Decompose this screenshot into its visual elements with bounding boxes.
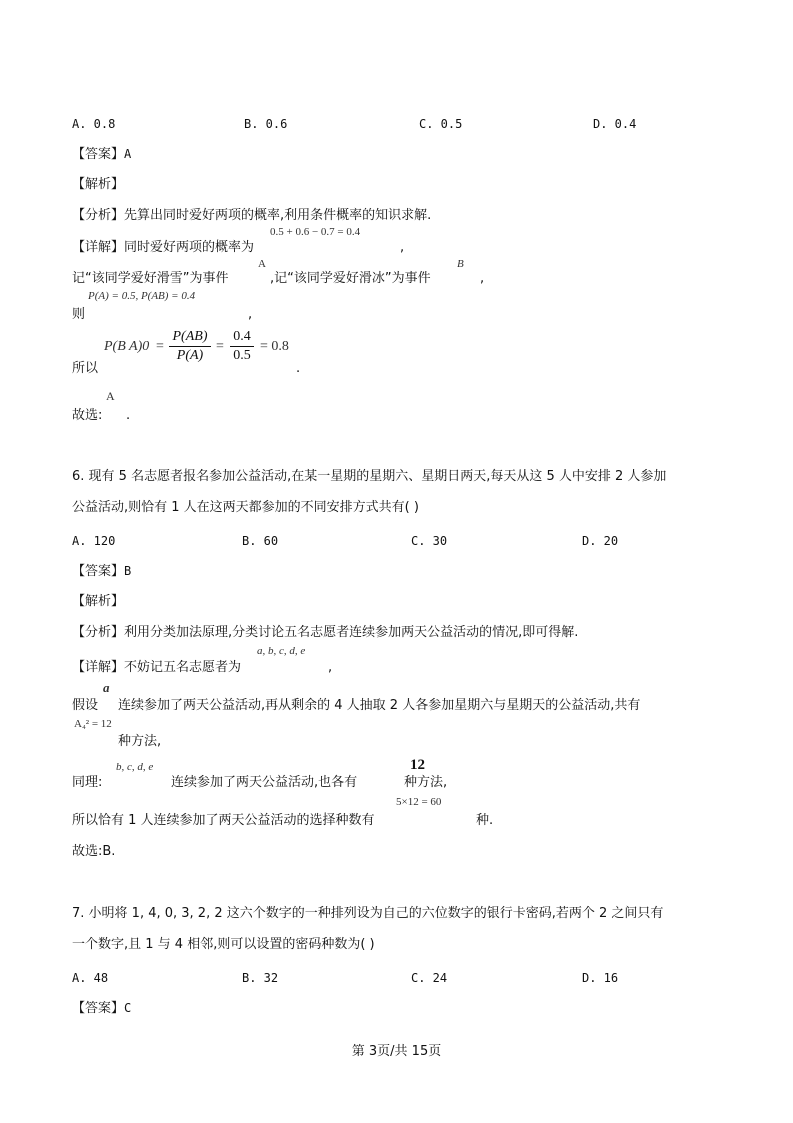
q6-suoyi-1: 所以恰有 1 人连续参加了两天公益活动的选择种数有 xyxy=(72,813,375,828)
answer-label: 【答案】 xyxy=(72,1001,125,1016)
detail-label: 【详解】 xyxy=(72,660,125,675)
q5-option-a: A. 0.8 xyxy=(72,117,116,131)
q5-ze: 则 xyxy=(72,307,86,322)
q6-fenxi xyxy=(72,625,578,641)
q6-num-12: 12 xyxy=(410,757,425,773)
q7-stem-line-1: 7. 小明将 1, 4, 0, 3, 2, 2 这六个数字的一种排列设为自己的六位数字的银行卡密码,若两个 2 之间只有 xyxy=(72,906,664,921)
fraction-1-denominator: P(A) xyxy=(176,348,204,363)
q5-formula-result: = 0.8 xyxy=(260,339,289,354)
q5-option-b: B. 0.6 xyxy=(244,117,288,131)
page-footer: 第 3页/共 15页 xyxy=(351,1044,442,1059)
fenxi-label: 【分析】 xyxy=(72,625,125,640)
fraction-2-denominator: 0.5 xyxy=(233,348,251,363)
q6-stem-line-2: 公益活动,则恰有 1 人在这两天都参加的不同安排方式共有( ) xyxy=(72,500,419,515)
q6-product: 5×12 = 60 xyxy=(396,796,442,808)
q5-comma-3: , xyxy=(248,307,253,322)
q6-vars-1: a, b, c, d, e xyxy=(257,645,306,657)
answer-value: B xyxy=(124,564,132,578)
q6-perm: A₄² = 12 xyxy=(74,718,112,730)
q6-stem-line-1: 6. 现有 5 名志愿者报名参加公益活动,在某一星期的星期六、星期日两天,每天从这 5 人中安排 2 人参加 xyxy=(72,469,667,484)
q5-fenxi xyxy=(72,208,431,224)
q5-fraction-1 xyxy=(168,328,212,365)
fenxi-text: 先算出同时爱好两项的概率,利用条件概率的知识求解. xyxy=(124,208,432,223)
q5-formula-eq-1: = xyxy=(156,339,164,354)
answer-value: C xyxy=(124,1001,132,1015)
q5-guxuan-symbol: A xyxy=(106,389,115,403)
q5-answer xyxy=(72,146,131,163)
fenxi-text: 利用分类加法原理,分类讨论五名志愿者连续参加两天公益活动的情况,即可得解. xyxy=(124,625,579,640)
q5-expr-2: P(A) = 0.5, P(AB) = 0.4 xyxy=(88,290,196,302)
detail-label: 【详解】 xyxy=(72,240,125,255)
q6-option-d: D. 20 xyxy=(582,534,619,548)
q6-guxuan: 故选:B. xyxy=(72,844,116,859)
q7-option-b: B. 32 xyxy=(242,971,279,985)
q7-stem-line-2: 一个数字,且 1 与 4 相邻,则可以设置的密码种数为( ) xyxy=(72,937,375,952)
q7-answer xyxy=(72,1000,131,1017)
detail-text: 不妨记五名志愿者为 xyxy=(124,660,242,675)
q6-comma-1: , xyxy=(328,660,333,675)
q6-tongli-1: 同理: xyxy=(72,775,103,790)
q6-var-a: a xyxy=(103,680,110,695)
detail-text: 同时爱好两项的概率为 xyxy=(124,240,255,255)
q5-detail-2a: 记“该同学爱好滑雪”为事件 xyxy=(72,271,229,286)
q5-detail-1 xyxy=(72,240,254,256)
q5-event-a-symbol: A xyxy=(258,258,266,270)
q6-answer xyxy=(72,563,131,580)
fraction-2-numerator: 0.4 xyxy=(233,329,251,344)
q5-formula-lhs: P(B A)0 xyxy=(104,339,150,354)
q6-jiashe-2: 连续参加了两天公益活动,再从剩余的 4 人抽取 2 人各参加星期六与星期天的公益活动,共有 xyxy=(118,698,641,713)
q5-suoyi: 所以 xyxy=(72,361,99,376)
answer-value: A xyxy=(124,147,132,161)
q6-tongli-3: 种方法, xyxy=(404,775,448,790)
q5-guxuan: 故选: xyxy=(72,408,103,423)
q5-formula-eq-2: = xyxy=(216,339,224,354)
q5-detail-2b: ,记“该同学爱好滑冰”为事件 xyxy=(270,271,431,286)
q6-analysis-label: 【解析】 xyxy=(72,594,125,609)
q6-option-c: C. 30 xyxy=(411,534,448,548)
q7-option-a: A. 48 xyxy=(72,971,109,985)
q5-option-d: D. 0.4 xyxy=(593,117,637,131)
answer-label: 【答案】 xyxy=(72,564,125,579)
q6-suoyi-2: 种. xyxy=(476,813,494,828)
q7-option-d: D. 16 xyxy=(582,971,619,985)
q5-option-c: C. 0.5 xyxy=(419,117,463,131)
q5-period-1: . xyxy=(296,361,301,376)
q7-option-c: C. 24 xyxy=(411,971,448,985)
q6-tongli-2: 连续参加了两天公益活动,也各有 xyxy=(171,775,358,790)
q6-detail-1 xyxy=(72,660,241,676)
q6-option-a: A. 120 xyxy=(72,534,116,548)
q6-vars-2: b, c, d, e xyxy=(116,761,154,773)
q6-zhong-1: 种方法, xyxy=(118,734,162,749)
q5-comma-2: , xyxy=(480,271,485,286)
q6-jiashe-1: 假设 xyxy=(72,698,99,713)
q5-period-2: . xyxy=(126,408,131,423)
q5-event-b-symbol: B xyxy=(457,258,464,270)
fraction-1-numerator: P(AB) xyxy=(172,329,208,344)
q5-expr-1: 0.5 + 0.6 − 0.7 = 0.4 xyxy=(270,226,361,238)
q5-analysis-label: 【解析】 xyxy=(72,177,125,192)
answer-label: 【答案】 xyxy=(72,147,125,162)
q5-comma-1: , xyxy=(400,240,405,255)
q5-fraction-2 xyxy=(229,328,255,365)
fenxi-label: 【分析】 xyxy=(72,208,125,223)
q6-option-b: B. 60 xyxy=(242,534,279,548)
